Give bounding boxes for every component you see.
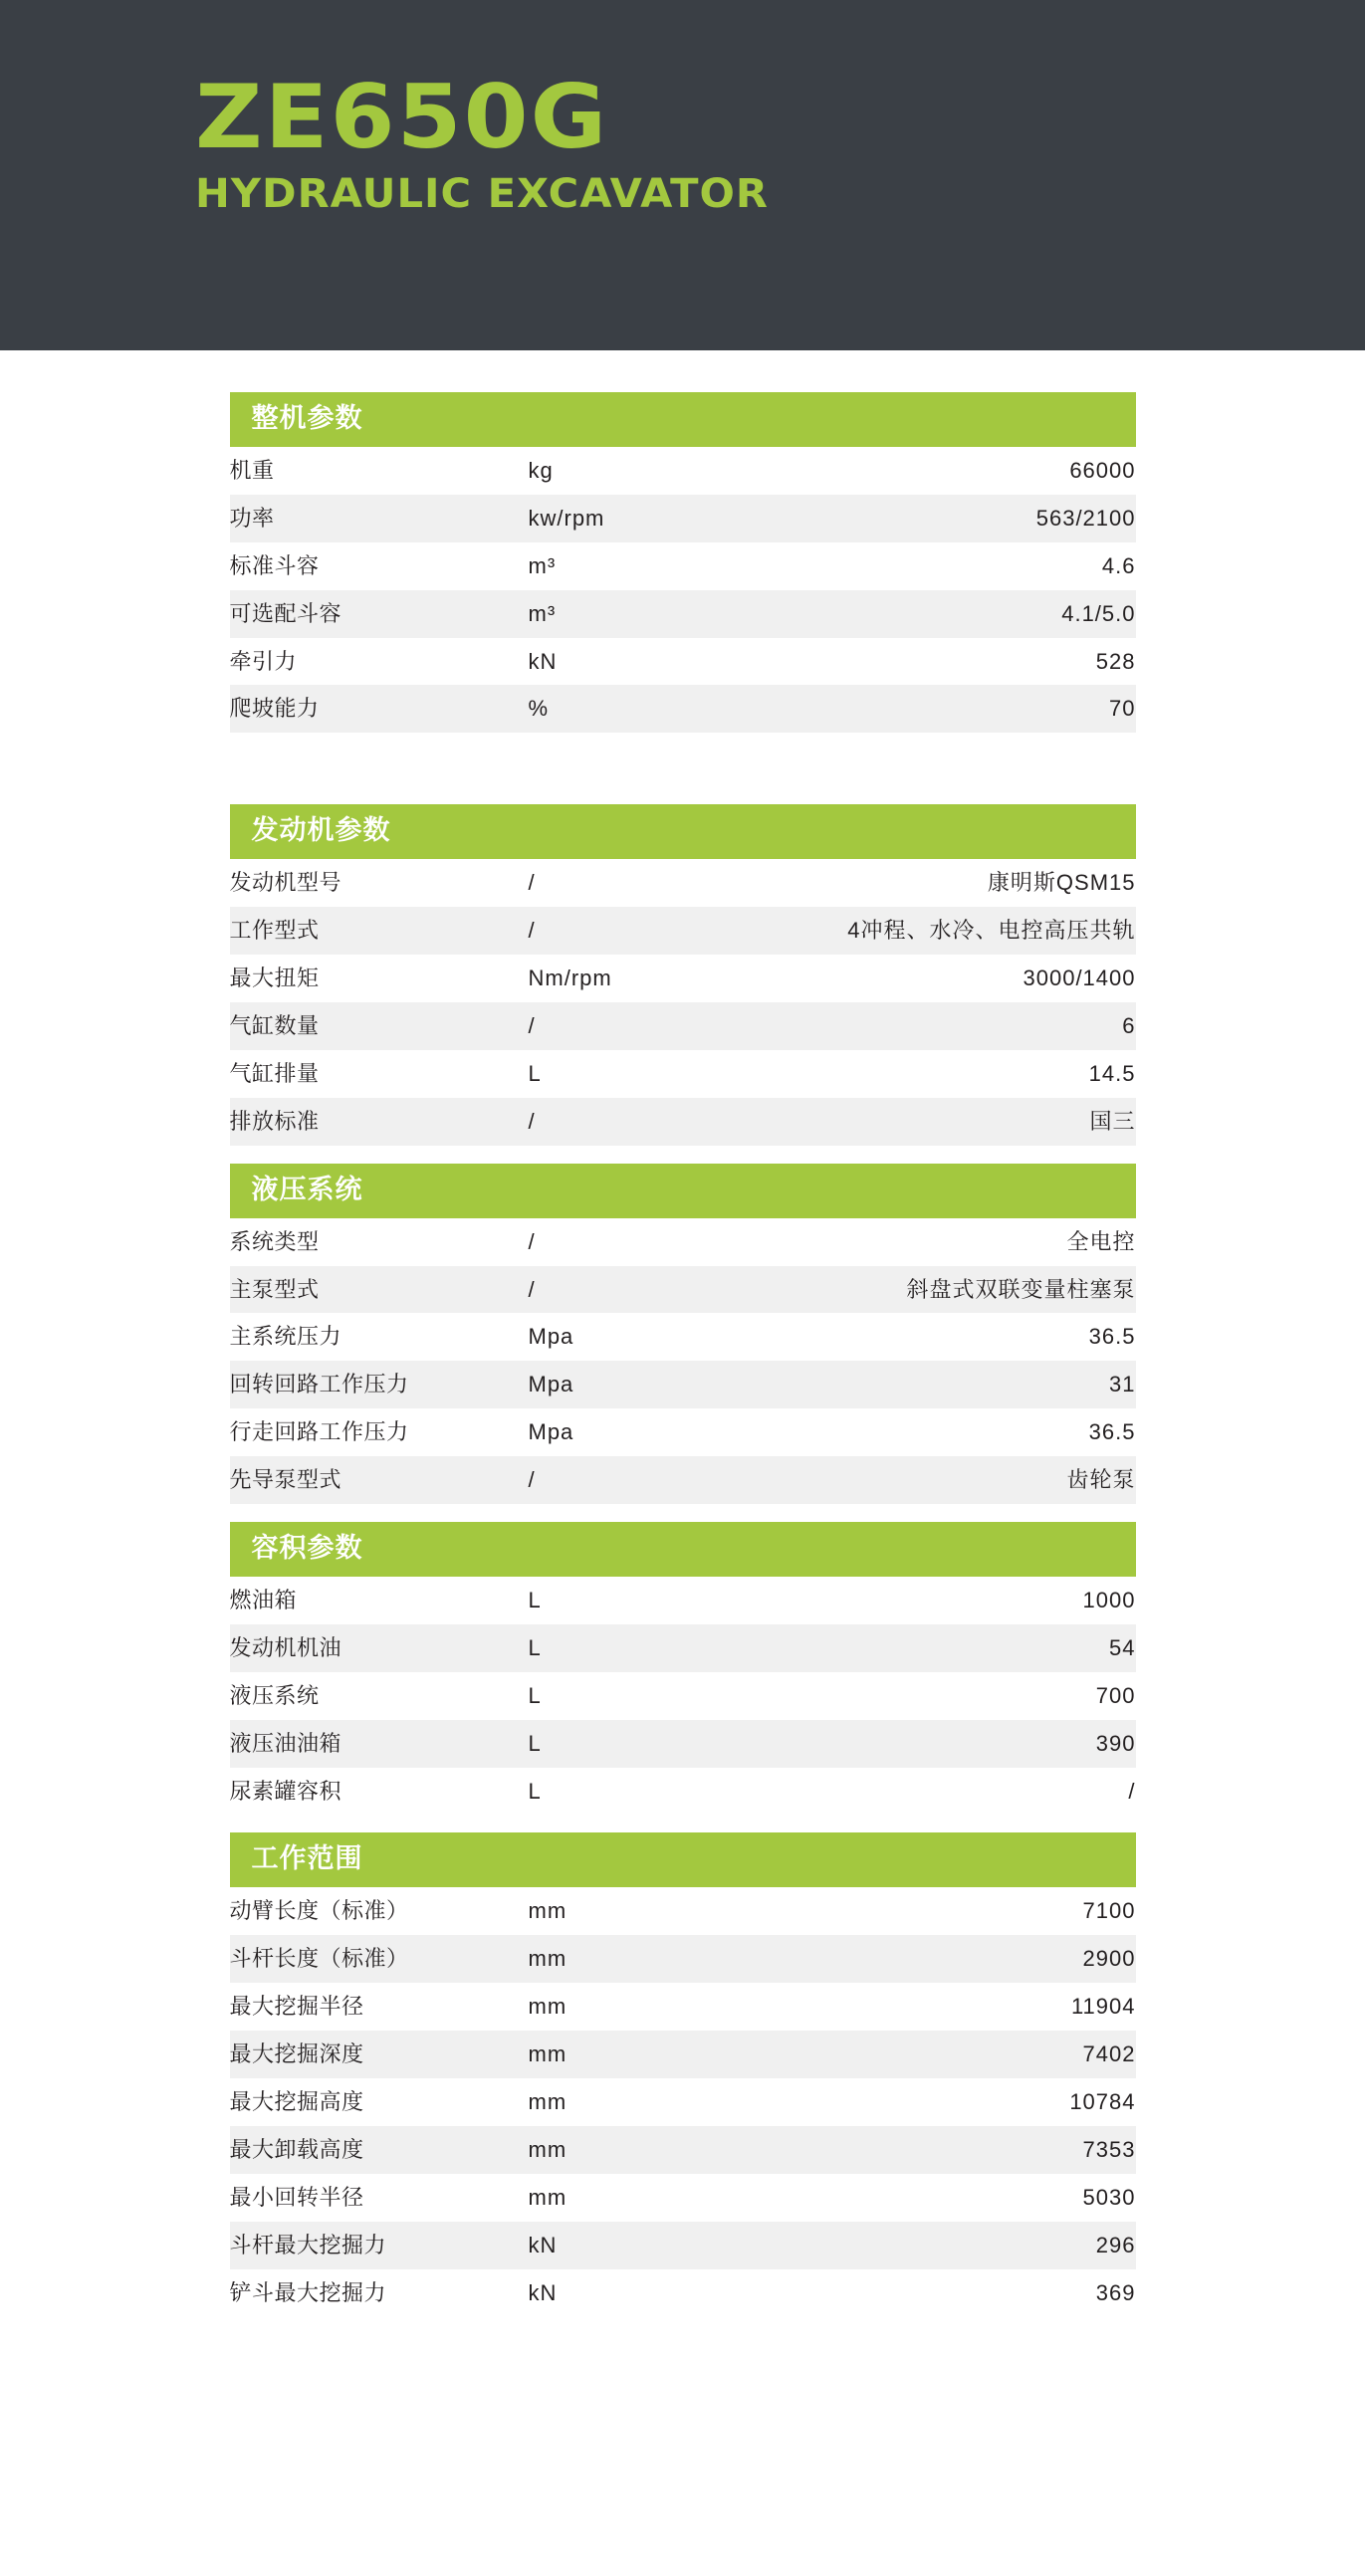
spec-unit: m³ [528, 552, 557, 578]
table-row [230, 1456, 1136, 1504]
table-row [230, 638, 1136, 686]
spec-value: 700 [1095, 1682, 1136, 1708]
spec-value: 4冲程、水冷、电控高压共轨 [847, 918, 1136, 944]
spec-value: 36.5 [1088, 1419, 1136, 1445]
table-row [230, 2174, 1136, 2222]
page-title: ZE650G [195, 66, 609, 168]
table-row [230, 2269, 1136, 2317]
spec-name: 回转回路工作压力 [229, 1372, 409, 1397]
spec-name: 发动机机油 [229, 1634, 342, 1660]
spec-value: 5030 [1082, 2184, 1136, 2210]
spec-name: 可选配斗容 [229, 600, 342, 626]
table-row [230, 1361, 1136, 1408]
spec-value: 54 [1109, 1634, 1136, 1660]
spec-value: 563/2100 [1035, 505, 1136, 531]
table-row [230, 2222, 1136, 2269]
spec-value: 7353 [1082, 2136, 1136, 2162]
table-row [230, 2078, 1136, 2126]
spec-unit: mm [528, 2089, 568, 2115]
spec-unit: kg [528, 458, 554, 483]
table-row [230, 1266, 1136, 1314]
spec-section [230, 804, 1136, 1145]
spec-value: 36.5 [1088, 1324, 1136, 1350]
spec-section [230, 1522, 1136, 1815]
spec-value: 66000 [1069, 458, 1136, 483]
table-row [230, 907, 1136, 955]
spec-value: 国三 [1089, 1108, 1136, 1134]
spec-unit: / [528, 1013, 536, 1039]
spec-value: 7402 [1082, 2041, 1136, 2067]
table-row [230, 447, 1136, 495]
table-row [230, 2126, 1136, 2174]
spec-name: 动臂长度（标准） [229, 1898, 409, 1924]
spec-name: 尿素罐容积 [229, 1778, 342, 1804]
spec-name: 发动机型号 [229, 870, 342, 896]
spec-unit: / [528, 1467, 536, 1493]
spec-name: 最小回转半径 [229, 2184, 364, 2210]
spec-value: 14.5 [1088, 1060, 1136, 1086]
spec-name: 最大挖掘半径 [229, 1994, 364, 2020]
spec-name: 排放标准 [229, 1108, 320, 1134]
spec-unit: Mpa [528, 1419, 574, 1445]
table-row [230, 859, 1136, 907]
table-row [230, 1983, 1136, 2031]
spec-unit: kN [528, 648, 558, 674]
spec-section [230, 1164, 1136, 1504]
spec-unit: Mpa [528, 1324, 574, 1350]
table-row [230, 2031, 1136, 2078]
spec-unit: kw/rpm [528, 505, 605, 531]
spec-name: 标准斗容 [229, 552, 320, 578]
spec-value: 2900 [1082, 1946, 1136, 1972]
spec-unit: L [528, 1730, 542, 1756]
spec-unit: Mpa [528, 1372, 574, 1397]
table-row [230, 1577, 1136, 1624]
spec-unit: kN [528, 2279, 558, 2305]
section-title: 工作范围 [230, 1832, 1136, 1887]
spec-value: 斜盘式双联变量柱塞泵 [906, 1276, 1136, 1302]
spec-unit: mm [528, 2136, 568, 2162]
spec-name: 爬坡能力 [229, 696, 320, 722]
spec-value: 70 [1109, 696, 1136, 722]
spec-value: 康明斯QSM15 [987, 870, 1136, 896]
spec-unit: % [528, 696, 550, 722]
spec-unit: m³ [528, 600, 557, 626]
spec-name: 气缸排量 [229, 1060, 320, 1086]
table-row [230, 1408, 1136, 1456]
spec-name: 系统类型 [229, 1228, 320, 1254]
table-row [230, 1720, 1136, 1768]
spec-table [230, 1218, 1136, 1504]
spec-value: 齿轮泵 [1066, 1467, 1136, 1493]
spec-section [230, 1832, 1136, 2316]
spec-unit: L [528, 1634, 542, 1660]
table-row [230, 1050, 1136, 1098]
spec-name: 斗杆长度（标准） [229, 1946, 409, 1972]
table-row [230, 1002, 1136, 1050]
spec-name: 功率 [229, 505, 275, 531]
spec-name: 先导泵型式 [229, 1467, 342, 1493]
spec-unit: / [528, 870, 536, 896]
table-row [230, 590, 1136, 638]
section-title: 发动机参数 [230, 804, 1136, 859]
spec-table [230, 1887, 1136, 2316]
spec-value: 1000 [1082, 1588, 1136, 1613]
spec-name: 最大卸载高度 [229, 2136, 364, 2162]
spec-section [230, 392, 1136, 786]
spec-unit: L [528, 1778, 542, 1804]
spec-value: 296 [1095, 2232, 1136, 2257]
spec-name: 牵引力 [229, 648, 298, 674]
spec-name: 液压系统 [229, 1682, 320, 1708]
spec-unit: / [528, 1228, 536, 1254]
spec-unit: mm [528, 2184, 568, 2210]
spec-value: / [1128, 1778, 1136, 1804]
spec-unit: L [528, 1060, 542, 1086]
spec-unit: / [528, 1276, 536, 1302]
table-row [230, 955, 1136, 1002]
table-row [230, 542, 1136, 590]
spec-value: 3000/1400 [1023, 966, 1136, 991]
section-title: 整机参数 [230, 392, 1136, 447]
table-row [230, 1935, 1136, 1983]
table-row [230, 1672, 1136, 1720]
table-spacer-cell [230, 733, 1136, 786]
spec-value: 10784 [1069, 2089, 1136, 2115]
header-banner [0, 0, 1365, 350]
section-title: 液压系统 [230, 1164, 1136, 1218]
spec-unit: Nm/rpm [528, 966, 612, 991]
spec-value: 11904 [1070, 1994, 1136, 2020]
spec-value: 390 [1095, 1730, 1136, 1756]
spec-unit: mm [528, 2041, 568, 2067]
spec-name: 主泵型式 [229, 1276, 320, 1302]
spec-name: 主系统压力 [229, 1324, 342, 1350]
spec-table [230, 859, 1136, 1145]
spec-unit: L [528, 1588, 542, 1613]
spec-name: 斗杆最大挖掘力 [229, 2232, 387, 2257]
spec-value: 4.1/5.0 [1061, 600, 1136, 626]
spec-sections [0, 350, 1365, 2395]
spec-name: 机重 [229, 458, 275, 483]
spec-value: 7100 [1082, 1898, 1136, 1924]
spec-unit: mm [528, 1994, 568, 2020]
spec-name: 燃油箱 [229, 1588, 298, 1613]
spec-name: 铲斗最大挖掘力 [229, 2279, 387, 2305]
spec-value: 528 [1095, 648, 1136, 674]
spec-name: 工作型式 [229, 918, 320, 944]
spec-unit: mm [528, 1946, 568, 1972]
spec-name: 最大挖掘高度 [229, 2089, 364, 2115]
spec-name: 行走回路工作压力 [229, 1419, 409, 1445]
spec-name: 气缸数量 [229, 1013, 320, 1039]
spec-unit: / [528, 1108, 536, 1134]
spec-name: 最大扭矩 [229, 966, 320, 991]
table-row [230, 1218, 1136, 1266]
spec-table [230, 447, 1136, 786]
spec-unit: L [528, 1682, 542, 1708]
spec-unit: mm [528, 1898, 568, 1924]
page-subtitle: HYDRAULIC EXCAVATOR [195, 170, 769, 217]
spec-name: 最大挖掘深度 [229, 2041, 364, 2067]
spec-value: 31 [1109, 1372, 1136, 1397]
table-row [230, 1098, 1136, 1146]
table-row [230, 1624, 1136, 1672]
spec-name: 液压油油箱 [229, 1730, 342, 1756]
spec-unit: kN [528, 2232, 558, 2257]
table-row [230, 1887, 1136, 1935]
section-title: 容积参数 [230, 1522, 1136, 1577]
spec-value: 全电控 [1066, 1228, 1136, 1254]
spec-value: 369 [1095, 2279, 1136, 2305]
table-spacer-row [230, 733, 1136, 786]
spec-unit: / [528, 918, 536, 944]
table-row [230, 1313, 1136, 1361]
table-row [230, 685, 1136, 733]
spec-value: 4.6 [1101, 552, 1136, 578]
spec-value: 6 [1122, 1013, 1136, 1039]
table-row [230, 1768, 1136, 1816]
spec-table [230, 1577, 1136, 1815]
table-row [230, 495, 1136, 542]
